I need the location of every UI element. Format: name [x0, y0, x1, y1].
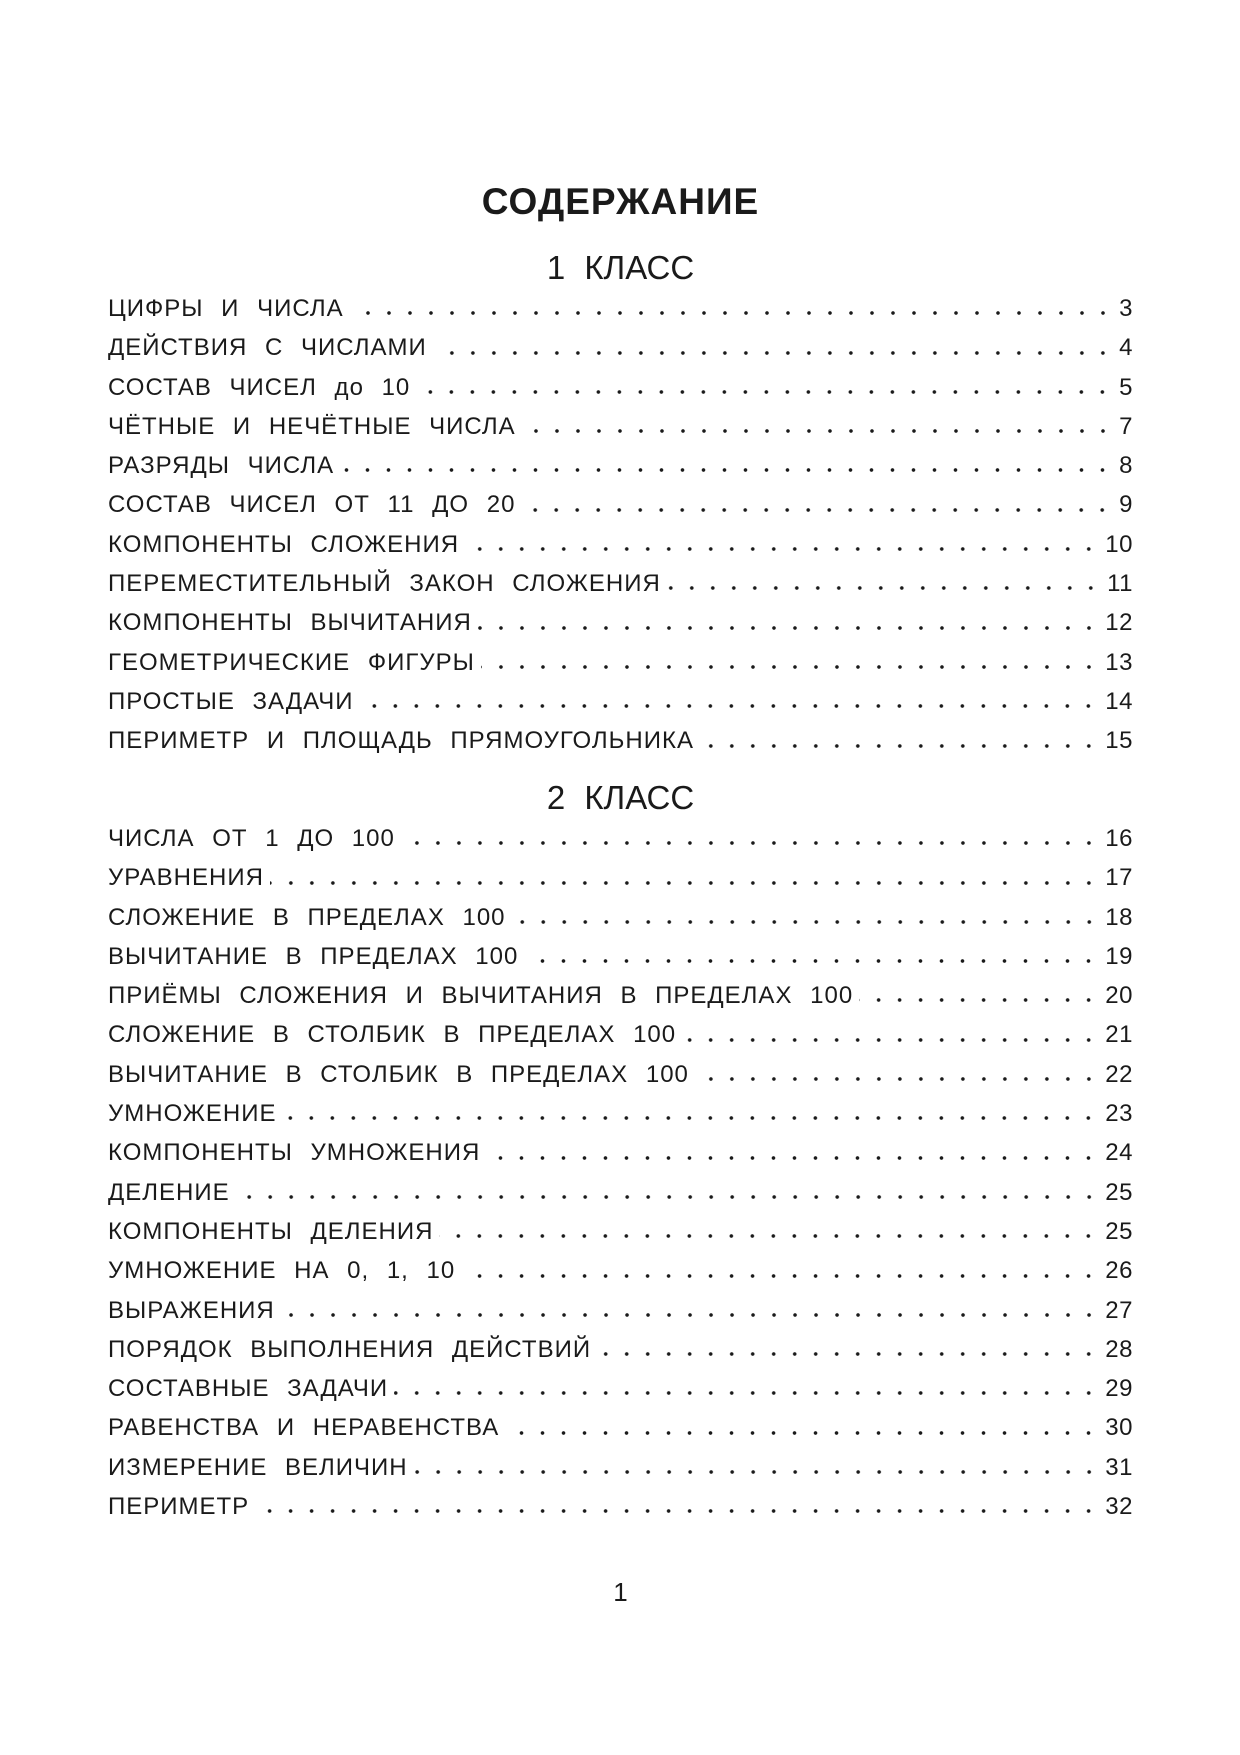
- toc-entry-page-number: 9: [1119, 491, 1133, 519]
- toc-entry-page-number: 11: [1107, 570, 1133, 598]
- toc-dot-leader: [700, 740, 1099, 752]
- toc-entry: [108, 328, 1133, 367]
- section-heading-grade-1: 1 КЛАСС: [546, 249, 695, 286]
- toc-entry-title: ЧЁТНЫЕ И НЕЧЁТНЫЕ ЧИСЛА: [108, 412, 516, 440]
- toc-entry-page-number: 14: [1105, 687, 1133, 715]
- page-title: СОДЕРЖАНИЕ: [481, 181, 760, 222]
- toc-entry-title: ПЕРИМЕТР: [108, 1493, 250, 1521]
- toc-entry: [108, 643, 1133, 682]
- toc-entry-page-number: 31: [1105, 1453, 1133, 1481]
- toc-entry: [108, 564, 1133, 603]
- toc-entry-title: КОМПОНЕНТЫ СЛОЖЕНИЯ: [108, 530, 460, 558]
- toc-entry-page-number: 27: [1105, 1296, 1133, 1324]
- toc-entry-page-number: 15: [1105, 727, 1133, 755]
- toc-dot-leader: [359, 700, 1099, 712]
- toc-entry-page-number: 21: [1105, 1021, 1133, 1049]
- toc-entry: [108, 1487, 1133, 1526]
- toc-dot-leader: [521, 504, 1113, 516]
- toc-entry-title: ВЫЧИТАНИЕ В СТОЛБИК В ПРЕДЕЛАХ 100: [108, 1060, 689, 1088]
- toc-entry-title: ДЕЙСТВИЯ С ЧИСЛАМИ: [108, 334, 427, 362]
- toc-dot-leader: [282, 1112, 1099, 1124]
- toc-dot-leader: [414, 1466, 1100, 1478]
- toc-entry-title: УРАВНЕНИЯ: [108, 864, 264, 892]
- toc-entry-title: ПРОСТЫЕ ЗАДАЧИ: [108, 687, 354, 715]
- toc-dot-leader: [270, 877, 1099, 889]
- toc-entry-title: СОСТАВНЫЕ ЗАДАЧИ: [108, 1375, 389, 1403]
- toc-entry-title: КОМПОНЕНТЫ УМНОЖЕНИЯ: [108, 1139, 481, 1167]
- toc-entry: [108, 858, 1133, 897]
- toc-dot-leader: [478, 622, 1099, 634]
- section-heading-grade-2: 2 КЛАСС: [546, 779, 695, 816]
- toc-dot-leader: [695, 1073, 1099, 1085]
- toc-dot-leader: [465, 543, 1099, 555]
- toc-dot-leader: [340, 464, 1113, 476]
- toc-entry-title: РАВЕНСТВА И НЕРАВЕНСТВА: [108, 1414, 500, 1442]
- toc-entry-title: ЦИФРЫ И ЧИСЛА: [108, 295, 344, 322]
- toc-dot-leader: [682, 1034, 1099, 1046]
- toc-entry-page-number: 24: [1105, 1139, 1133, 1167]
- toc-dot-leader: [255, 1505, 1099, 1517]
- toc-dot-leader: [433, 347, 1113, 359]
- toc-entry: [108, 1291, 1133, 1330]
- toc-entry-title: СЛОЖЕНИЕ В ПРЕДЕЛАХ 100: [108, 903, 506, 931]
- toc-dot-leader: [350, 307, 1114, 319]
- toc-entry-title: СОСТАВ ЧИСЕЛ до 10: [108, 373, 411, 401]
- toc-entry-title: СОСТАВ ЧИСЕЛ ОТ 11 ДО 20: [108, 491, 516, 519]
- toc-entry-title: УМНОЖЕНИЕ: [108, 1100, 277, 1128]
- toc-entry: [108, 682, 1133, 721]
- toc-entry-title: ВЫРАЖЕНИЯ: [108, 1296, 275, 1324]
- toc-entry-page-number: 16: [1105, 825, 1133, 852]
- toc-dot-leader: [439, 1230, 1099, 1242]
- toc-entry-title: УМНОЖЕНИЕ НА 0, 1, 10: [108, 1257, 456, 1285]
- toc-dot-leader: [394, 1387, 1099, 1399]
- toc-entry-page-number: 12: [1105, 609, 1133, 637]
- toc-entry: [108, 368, 1133, 407]
- toc-entry: [108, 937, 1133, 976]
- toc-entry-page-number: 28: [1105, 1335, 1133, 1363]
- toc-entry-page-number: 25: [1105, 1217, 1133, 1245]
- toc-dot-leader: [486, 1152, 1099, 1164]
- toc-entry: [108, 1133, 1133, 1172]
- toc-entry-page-number: 26: [1105, 1257, 1133, 1285]
- toc-entry-page-number: 25: [1105, 1178, 1133, 1206]
- toc-entry-title: РАЗРЯДЫ ЧИСЛА: [108, 452, 335, 480]
- toc-entry: [108, 446, 1133, 485]
- toc-entry: [108, 1173, 1133, 1212]
- toc-entry: [108, 1369, 1133, 1408]
- toc-entry-title: ПРИЁМЫ СЛОЖЕНИЯ И ВЫЧИТАНИЯ В ПРЕДЕЛАХ 100: [108, 982, 854, 1010]
- toc-entry-title: ДЕЛЕНИЕ: [108, 1178, 230, 1206]
- toc-entry-title: КОМПОНЕНТЫ ДЕЛЕНИЯ: [108, 1217, 434, 1245]
- toc-entry-page-number: 5: [1119, 373, 1133, 401]
- toc-entry: [108, 721, 1133, 760]
- toc-entry-page-number: 18: [1105, 903, 1133, 931]
- toc-entry-page-number: 17: [1105, 864, 1133, 892]
- toc-entry: [108, 1251, 1133, 1290]
- toc-entry-title: СЛОЖЕНИЕ В СТОЛБИК В ПРЕДЕЛАХ 100: [108, 1021, 677, 1049]
- toc-entry: [108, 976, 1133, 1015]
- toc-dot-leader: [522, 425, 1113, 437]
- toc-entry: [108, 1015, 1133, 1054]
- toc-list-grade-1: [108, 289, 1133, 761]
- toc-entry: [108, 603, 1133, 642]
- toc-entry-title: ВЫЧИТАНИЕ В ПРЕДЕЛАХ 100: [108, 942, 519, 970]
- toc-entry: [108, 1055, 1133, 1094]
- toc-entry: [108, 1448, 1133, 1487]
- toc-dot-leader: [281, 1309, 1100, 1321]
- document-page: [108, 0, 1133, 1755]
- toc-dot-leader: [597, 1348, 1099, 1360]
- toc-list-grade-2: [108, 819, 1133, 1526]
- toc-entry-title: ЧИСЛА ОТ 1 ДО 100: [108, 825, 395, 852]
- toc-entry: [108, 289, 1133, 328]
- toc-entry-title: ГЕОМЕТРИЧЕСКИЕ ФИГУРЫ: [108, 648, 475, 676]
- toc-dot-leader: [416, 386, 1113, 398]
- toc-entry: [108, 407, 1133, 446]
- toc-entry-page-number: 4: [1119, 334, 1133, 362]
- toc-entry-page-number: 13: [1105, 648, 1133, 676]
- toc-entry-title: ПЕРЕМЕСТИТЕЛЬНЫЙ ЗАКОН СЛОЖЕНИЯ: [108, 570, 661, 598]
- toc-entry: [108, 1408, 1133, 1447]
- toc-entry-page-number: 29: [1105, 1375, 1133, 1403]
- toc-entry-title: ПЕРИМЕТР И ПЛОЩАДЬ ПРЯМОУГОЛЬНИКА: [108, 727, 694, 755]
- toc-dot-leader: [236, 1191, 1100, 1203]
- toc-entry-page-number: 22: [1105, 1060, 1133, 1088]
- toc-dot-leader: [524, 955, 1099, 967]
- toc-entry: [108, 1330, 1133, 1369]
- toc-entry-title: ИЗМЕРЕНИЕ ВЕЛИЧИН: [108, 1453, 408, 1481]
- toc-entry-page-number: 7: [1119, 412, 1133, 440]
- toc-entry-page-number: 19: [1105, 942, 1133, 970]
- toc-entry-page-number: 3: [1119, 295, 1133, 322]
- toc-entry-page-number: 8: [1119, 452, 1133, 480]
- toc-entry: [108, 1094, 1133, 1133]
- toc-dot-leader: [461, 1270, 1099, 1282]
- toc-dot-leader: [512, 916, 1100, 928]
- toc-entry-page-number: 30: [1105, 1414, 1133, 1442]
- toc-entry-title: КОМПОНЕНТЫ ВЫЧИТАНИЯ: [108, 609, 472, 637]
- toc-entry: [108, 525, 1133, 564]
- toc-entry: [108, 898, 1133, 937]
- toc-dot-leader: [401, 837, 1099, 849]
- toc-entry: [108, 485, 1133, 524]
- toc-entry-page-number: 23: [1105, 1100, 1133, 1128]
- toc-entry-page-number: 20: [1105, 982, 1133, 1010]
- toc-dot-leader: [859, 994, 1099, 1006]
- page-number: 1: [613, 1577, 628, 1607]
- toc-dot-leader: [481, 661, 1099, 673]
- toc-entry-title: ПОРЯДОК ВЫПОЛНЕНИЯ ДЕЙСТВИЙ: [108, 1335, 592, 1363]
- toc-entry: [108, 1212, 1133, 1251]
- toc-entry-page-number: 32: [1105, 1493, 1133, 1521]
- toc-dot-leader: [505, 1427, 1099, 1439]
- toc-entry-page-number: 10: [1105, 530, 1133, 558]
- toc-dot-leader: [667, 582, 1101, 594]
- toc-entry: [108, 819, 1133, 858]
